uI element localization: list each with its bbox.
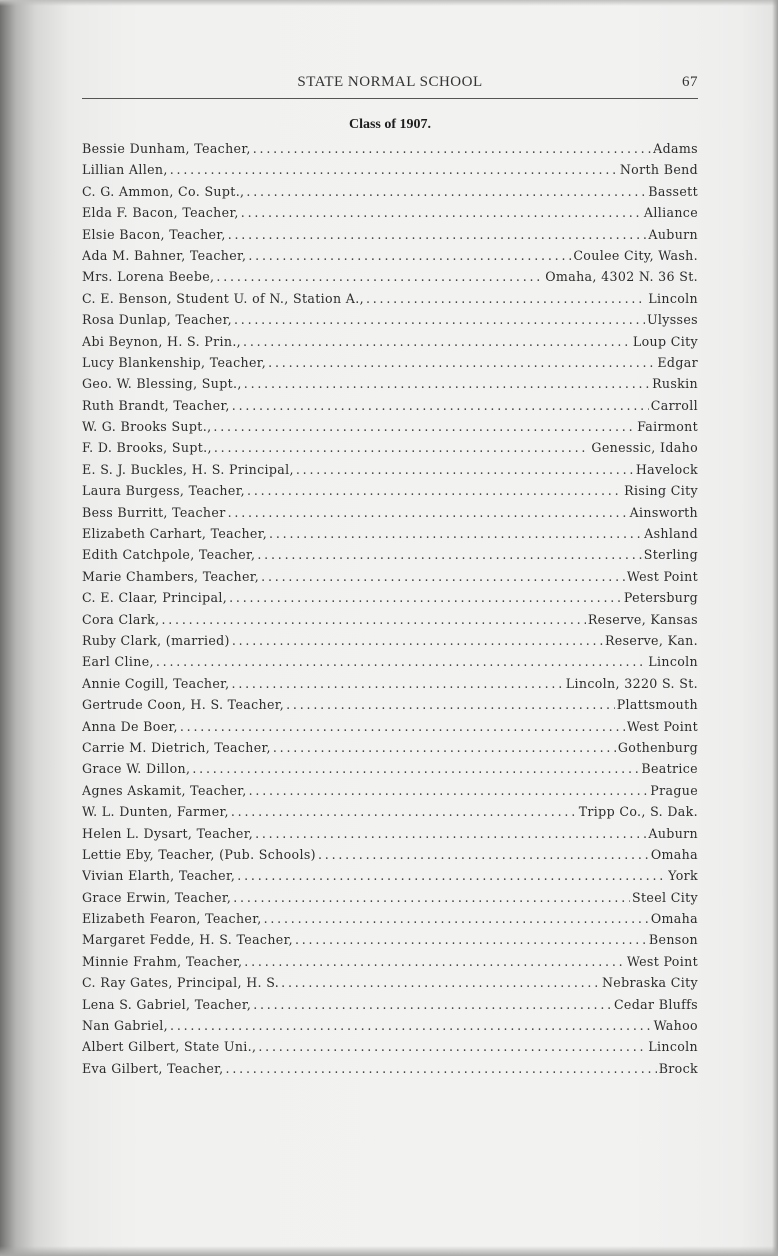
alumnus-location: Petersburg bbox=[623, 590, 698, 606]
dot-leader bbox=[228, 505, 628, 520]
dot-leader bbox=[214, 440, 590, 455]
list-item bbox=[82, 697, 698, 718]
dot-leader bbox=[255, 826, 646, 841]
dot-leader bbox=[269, 526, 642, 541]
alumnus-name: Lillian Allen, bbox=[82, 162, 168, 178]
list-item bbox=[82, 1018, 698, 1039]
dot-leader bbox=[232, 398, 649, 413]
alumnus-name: Carrie M. Dietrich, Teacher, bbox=[82, 739, 271, 755]
alumnus-location: Bassett bbox=[648, 183, 698, 199]
list-item bbox=[82, 141, 698, 162]
alumnus-name: Bessie Dunham, Teacher, bbox=[82, 141, 251, 156]
list-item bbox=[82, 376, 698, 397]
dot-leader bbox=[249, 783, 649, 798]
alumnus-name: Mrs. Lorena Beebe, bbox=[82, 269, 215, 285]
dot-leader bbox=[366, 291, 646, 306]
dot-leader bbox=[180, 719, 625, 734]
list-item bbox=[82, 847, 698, 868]
alumnus-name: Abi Beynon, H. S. Prin., bbox=[82, 333, 242, 349]
alumnus-location: Beatrice bbox=[641, 761, 698, 777]
alumnus-name: Albert Gilbert, State Uni., bbox=[82, 1039, 257, 1055]
list-item bbox=[82, 440, 698, 461]
alumnus-name: Agnes Askamit, Teacher, bbox=[82, 782, 247, 798]
list-item bbox=[82, 761, 698, 782]
page-number: 67 bbox=[682, 74, 698, 90]
alumnus-name: Grace Erwin, Teacher, bbox=[82, 889, 232, 905]
alumnus-name: Helen L. Dysart, Teacher, bbox=[82, 825, 254, 841]
list-item bbox=[82, 334, 698, 355]
dot-leader bbox=[318, 847, 649, 862]
list-item bbox=[82, 419, 698, 440]
alumnus-location: Plattsmouth bbox=[616, 697, 698, 713]
alumnus-name: Elizabeth Carhart, Teacher, bbox=[82, 526, 268, 542]
alumnus-name: Earl Cline, bbox=[82, 654, 154, 670]
alumnus-location: Lincoln bbox=[648, 654, 698, 670]
list-item bbox=[82, 526, 698, 547]
list-item bbox=[82, 612, 698, 633]
dot-leader bbox=[296, 462, 634, 477]
alumnus-location: Ruskin bbox=[652, 376, 698, 392]
dot-leader bbox=[192, 761, 639, 776]
alumnus-location: Prague bbox=[650, 782, 698, 798]
dot-leader bbox=[216, 269, 543, 284]
list-item bbox=[82, 997, 698, 1018]
running-head-title: STATE NORMAL SCHOOL bbox=[297, 74, 483, 90]
alumnus-location: Benson bbox=[648, 932, 698, 948]
list-item bbox=[82, 462, 698, 483]
alumnus-location: Fairmont bbox=[637, 419, 698, 435]
dot-leader bbox=[234, 312, 645, 327]
alumnus-location: Auburn bbox=[648, 825, 698, 841]
running-head bbox=[82, 64, 698, 99]
alumnus-location: Alliance bbox=[643, 205, 698, 221]
dot-leader bbox=[253, 997, 612, 1012]
dot-leader bbox=[228, 227, 647, 242]
list-item bbox=[82, 269, 698, 290]
alumnus-name: Cora Clark, bbox=[82, 611, 160, 627]
list-item bbox=[82, 932, 698, 953]
alumni-list bbox=[82, 141, 698, 1082]
dot-leader bbox=[258, 1039, 646, 1054]
alumnus-name: Annie Cogill, Teacher, bbox=[82, 675, 230, 691]
alumnus-name: Geo. W. Blessing, Supt., bbox=[82, 376, 242, 392]
alumnus-name: Lena S. Gabriel, Teacher, bbox=[82, 996, 252, 1012]
alumnus-location: Nebraska City bbox=[601, 975, 698, 991]
list-item bbox=[82, 162, 698, 183]
alumnus-name: Rosa Dunlap, Teacher, bbox=[82, 312, 232, 328]
alumnus-location: Ashland bbox=[644, 526, 698, 542]
page-right-shadow bbox=[772, 0, 778, 1256]
alumnus-name: Ruby Clark, (married) bbox=[82, 632, 230, 648]
alumnus-location: Edgar bbox=[657, 354, 698, 370]
dot-leader bbox=[170, 1018, 652, 1033]
list-item bbox=[82, 804, 698, 825]
alumnus-location: North Bend bbox=[619, 162, 698, 178]
dot-leader bbox=[226, 1061, 657, 1076]
alumnus-name: Lettie Eby, Teacher, (Pub. Schools) bbox=[82, 846, 316, 862]
list-item bbox=[82, 868, 698, 889]
list-item bbox=[82, 654, 698, 675]
list-item bbox=[82, 1039, 698, 1060]
list-item bbox=[82, 954, 698, 975]
alumnus-location: West Point bbox=[626, 568, 698, 584]
alumnus-location: Omaha, 4302 N. 36 St. bbox=[545, 269, 698, 285]
dot-leader bbox=[170, 162, 618, 177]
dot-leader bbox=[244, 376, 650, 391]
list-item bbox=[82, 355, 698, 376]
dot-leader bbox=[295, 932, 647, 947]
alumnus-location: Cedar Bluffs bbox=[613, 996, 698, 1012]
alumnus-name: C. Ray Gates, Principal, H. S. bbox=[82, 975, 280, 991]
alumnus-location: Wahoo bbox=[653, 1018, 698, 1034]
list-item bbox=[82, 505, 698, 526]
alumnus-name: Elda F. Bacon, Teacher, bbox=[82, 205, 239, 221]
list-item bbox=[82, 569, 698, 590]
dot-leader bbox=[248, 248, 571, 263]
dot-leader bbox=[232, 633, 603, 648]
alumnus-name: W. G. Brooks Supt., bbox=[82, 419, 212, 435]
dot-leader bbox=[231, 804, 577, 819]
alumnus-name: C. E. Claar, Principal, bbox=[82, 590, 228, 606]
alumnus-name: Edith Catchpole, Teacher, bbox=[82, 547, 256, 563]
page-content bbox=[82, 64, 698, 1082]
alumnus-location: Genessic, Idaho bbox=[591, 440, 698, 456]
dot-leader bbox=[233, 890, 630, 905]
list-item bbox=[82, 248, 698, 269]
page-bottom-shadow bbox=[0, 1246, 778, 1256]
alumnus-name: Minnie Frahm, Teacher, bbox=[82, 953, 243, 969]
alumnus-name: Elizabeth Fearon, Teacher, bbox=[82, 911, 262, 927]
alumnus-location: Adams bbox=[653, 141, 698, 156]
list-item bbox=[82, 783, 698, 804]
alumnus-name: Ada M. Bahner, Teacher, bbox=[82, 247, 247, 263]
dot-leader bbox=[247, 483, 622, 498]
list-item bbox=[82, 975, 698, 996]
alumnus-name: Bess Burritt, Teacher bbox=[82, 504, 226, 520]
list-item bbox=[82, 398, 698, 419]
list-item bbox=[82, 911, 698, 932]
alumnus-location: Reserve, Kan. bbox=[604, 632, 698, 648]
alumnus-location: Gothenburg bbox=[617, 739, 698, 755]
dot-leader bbox=[261, 569, 625, 584]
dot-leader bbox=[257, 547, 641, 562]
alumnus-name: Elsie Bacon, Teacher, bbox=[82, 226, 226, 242]
dot-leader bbox=[253, 141, 651, 156]
list-item bbox=[82, 740, 698, 761]
alumnus-name: W. L. Dunten, Farmer, bbox=[82, 804, 229, 820]
alumnus-name: Eva Gilbert, Teacher, bbox=[82, 1060, 224, 1076]
alumnus-name: Laura Burgess, Teacher, bbox=[82, 483, 246, 499]
alumnus-name: Vivian Elarth, Teacher, bbox=[82, 868, 236, 884]
dot-leader bbox=[156, 654, 646, 669]
alumnus-name: Grace W. Dillon, bbox=[82, 761, 191, 777]
dot-leader bbox=[268, 355, 655, 370]
alumnus-location: Havelock bbox=[635, 461, 698, 477]
alumnus-name: F. D. Brooks, Supt., bbox=[82, 440, 212, 456]
list-item bbox=[82, 312, 698, 333]
alumnus-name: Nan Gabriel, bbox=[82, 1018, 169, 1034]
list-item bbox=[82, 547, 698, 568]
dot-leader bbox=[243, 334, 631, 349]
alumnus-location: West Point bbox=[626, 953, 698, 969]
alumnus-location: Rising City bbox=[624, 483, 698, 499]
dot-leader bbox=[281, 975, 600, 990]
dot-leader bbox=[273, 740, 616, 755]
alumnus-location: Lincoln bbox=[648, 290, 698, 306]
alumnus-location: Carroll bbox=[650, 397, 698, 413]
list-item bbox=[82, 483, 698, 504]
alumnus-location: Lincoln, 3220 S. St. bbox=[565, 675, 698, 691]
alumnus-name: E. S. J. Buckles, H. S. Principal, bbox=[82, 461, 294, 477]
alumnus-location: Loup City bbox=[632, 333, 698, 349]
dot-leader bbox=[286, 697, 615, 712]
dot-leader bbox=[232, 676, 564, 691]
alumnus-location: Lincoln bbox=[648, 1039, 698, 1055]
dot-leader bbox=[241, 205, 642, 220]
alumnus-location: Omaha bbox=[650, 846, 698, 862]
alumnus-location: Sterling bbox=[643, 547, 698, 563]
alumnus-location: Brock bbox=[658, 1060, 698, 1076]
list-item bbox=[82, 590, 698, 611]
dot-leader bbox=[161, 612, 585, 627]
dot-leader bbox=[213, 419, 635, 434]
list-item bbox=[82, 227, 698, 248]
list-item bbox=[82, 676, 698, 697]
dot-leader bbox=[264, 911, 649, 926]
alumnus-location: Tripp Co., S. Dak. bbox=[578, 804, 698, 820]
alumnus-name: Ruth Brandt, Teacher, bbox=[82, 397, 230, 413]
alumnus-location: Coulee City, Wash. bbox=[573, 247, 698, 263]
dot-leader bbox=[246, 184, 646, 199]
alumnus-location: Auburn bbox=[648, 226, 698, 242]
alumnus-location: Ulysses bbox=[646, 312, 698, 328]
alumnus-name: Marie Chambers, Teacher, bbox=[82, 568, 260, 584]
alumnus-location: West Point bbox=[626, 718, 698, 734]
dot-leader bbox=[244, 954, 625, 969]
alumnus-name: C. E. Benson, Student U. of N., Station A., bbox=[82, 290, 364, 306]
dot-leader bbox=[229, 590, 622, 605]
list-item bbox=[82, 205, 698, 226]
list-item bbox=[82, 633, 698, 654]
alumnus-name: Anna De Boer, bbox=[82, 718, 178, 734]
list-item bbox=[82, 1061, 698, 1082]
page-top-shadow bbox=[0, 0, 778, 6]
section-title: Class of 1907. bbox=[348, 117, 432, 132]
list-item bbox=[82, 719, 698, 740]
alumnus-location: Steel City bbox=[632, 889, 698, 905]
alumnus-location: Omaha bbox=[650, 911, 698, 927]
list-item bbox=[82, 826, 698, 847]
alumnus-location: York bbox=[668, 868, 698, 884]
dot-leader bbox=[237, 868, 666, 883]
alumnus-location: Reserve, Kansas bbox=[587, 611, 698, 627]
alumnus-location: Ainsworth bbox=[629, 504, 698, 520]
list-item bbox=[82, 890, 698, 911]
list-item bbox=[82, 184, 698, 205]
list-item bbox=[82, 291, 698, 312]
alumnus-name: Gertrude Coon, H. S. Teacher, bbox=[82, 697, 285, 713]
alumnus-name: C. G. Ammon, Co. Supt., bbox=[82, 183, 245, 199]
alumnus-name: Margaret Fedde, H. S. Teacher, bbox=[82, 932, 293, 948]
alumnus-name: Lucy Blankenship, Teacher, bbox=[82, 354, 267, 370]
